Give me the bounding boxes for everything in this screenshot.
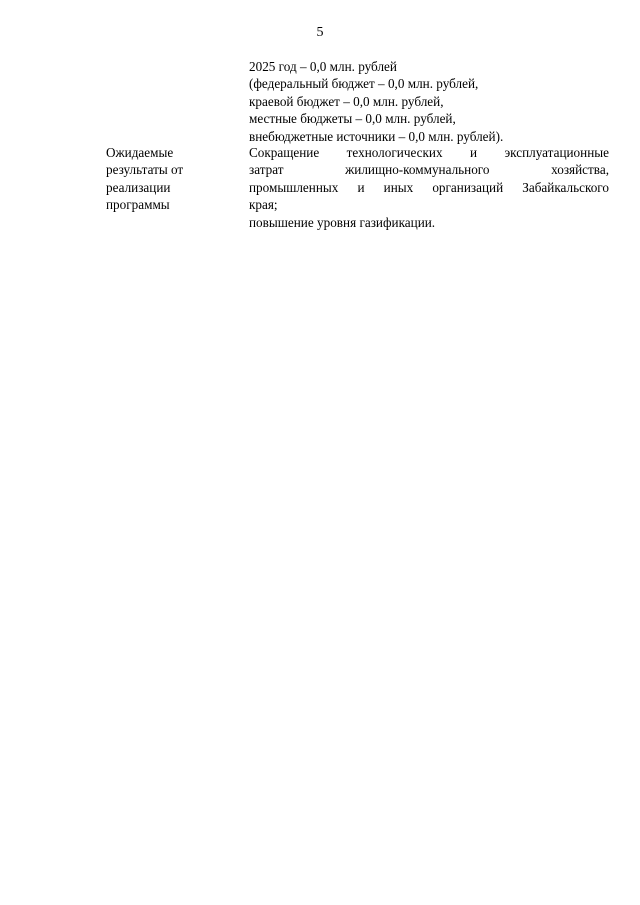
expected-results-label (106, 144, 226, 214)
funding-summary (249, 58, 609, 145)
page-number: 5 (316, 25, 324, 40)
funding-line-year: 2025 год – 0,0 млн. рублей (249, 59, 397, 74)
funding-line-regional: краевой бюджет – 0,0 млн. рублей, (249, 93, 444, 109)
funding-line-local: местные бюджеты – 0,0 млн. рублей, (249, 111, 456, 127)
results-line-4: края; (249, 197, 278, 213)
results-line-5: повышение уровня газификации. (249, 214, 436, 230)
label-line: программы (106, 197, 170, 213)
word: Сокращение (249, 145, 320, 160)
word: и (470, 145, 478, 160)
label-line: реализации (106, 179, 171, 195)
results-line-1 (249, 144, 609, 161)
label-line: результаты от (106, 162, 184, 178)
word: организаций (432, 179, 504, 195)
funding-line-federal: (федеральный бюджет – 0,0 млн. рублей, (249, 76, 479, 92)
word: и (357, 179, 365, 195)
expected-results-text (249, 144, 609, 231)
word: эксплуатационные (504, 145, 609, 160)
funding-line-extrabudgetary: внебюджетные источники – 0,0 млн. рублей). (249, 128, 504, 144)
word: жилищно-коммунального (345, 162, 490, 178)
word: затрат (249, 162, 284, 178)
word: промышленных (249, 179, 339, 195)
results-line-3 (249, 179, 609, 196)
word: Забайкальского (522, 179, 609, 195)
results-line-2 (249, 161, 609, 178)
label-line: Ожидаемые (106, 145, 174, 160)
word: хозяйства, (551, 162, 609, 178)
word: иных (383, 179, 414, 195)
word: технологических (346, 145, 443, 160)
